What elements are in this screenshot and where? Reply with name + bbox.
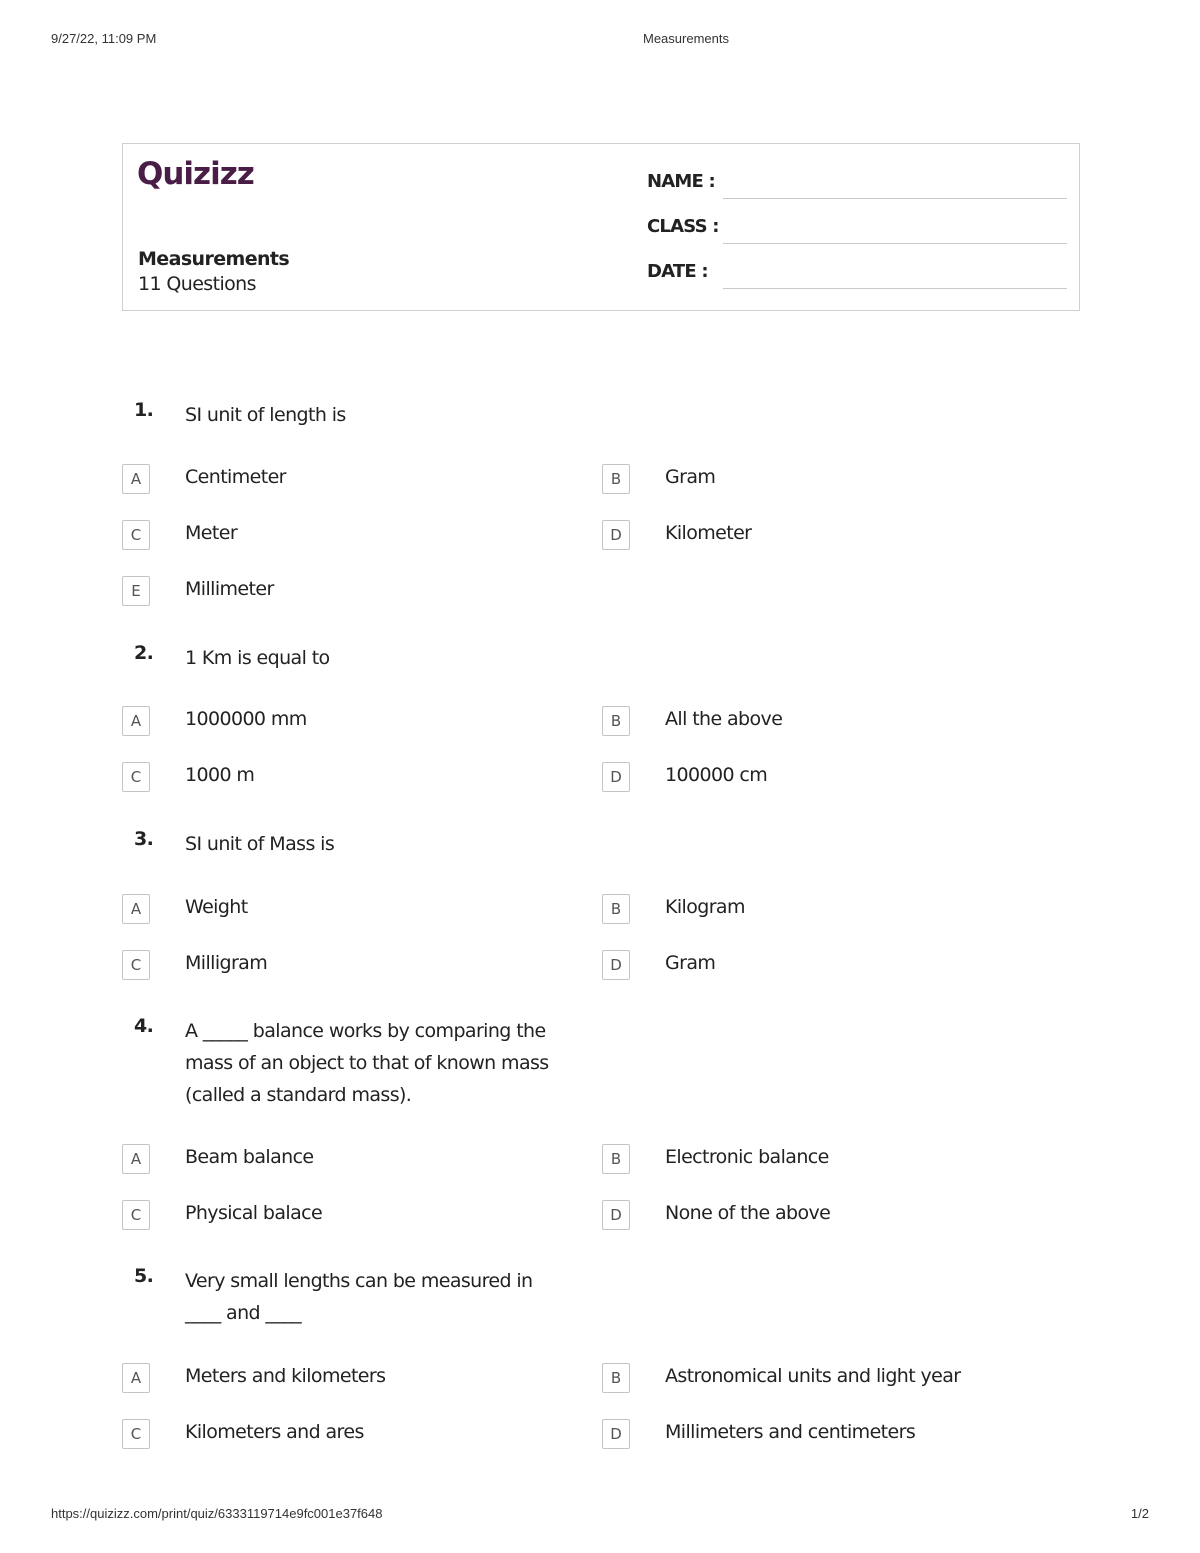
option-1b[interactable] — [602, 464, 1072, 496]
option-4d[interactable] — [602, 1200, 1072, 1232]
print-header — [0, 31, 1200, 51]
question-text: SI unit of Mass is — [185, 833, 335, 855]
option-letter-box: C — [122, 1200, 150, 1230]
option-3b[interactable] — [602, 894, 1072, 926]
option-text: Millimeters and centimeters — [665, 1421, 916, 1443]
name-label: NAME : — [647, 171, 715, 192]
option-letter-box: C — [122, 762, 150, 792]
option-text: 1000000 mm — [185, 708, 307, 730]
class-label: CLASS : — [647, 216, 719, 237]
option-text: Electronic balance — [665, 1146, 829, 1168]
option-4a[interactable] — [122, 1144, 592, 1176]
option-text: Kilogram — [665, 896, 745, 918]
question-text: 1 Km is equal to — [185, 647, 330, 669]
option-1d[interactable] — [602, 520, 1072, 552]
option-text: Beam balance — [185, 1146, 314, 1168]
option-text: Weight — [185, 896, 248, 918]
option-2b[interactable] — [602, 706, 1072, 738]
question-number: 1. — [134, 399, 154, 421]
option-text: Meter — [185, 522, 238, 544]
print-footer — [0, 1506, 1200, 1526]
option-text: None of the above — [665, 1202, 831, 1224]
option-letter-box: A — [122, 1363, 150, 1393]
option-letter-box: D — [602, 1200, 630, 1230]
option-text: Physical balace — [185, 1202, 323, 1224]
option-4c[interactable] — [122, 1200, 592, 1232]
quiz-title: Measurements — [138, 248, 290, 270]
option-text: Centimeter — [185, 466, 286, 488]
option-text: Millimeter — [185, 578, 274, 600]
option-2a[interactable] — [122, 706, 592, 738]
option-letter-box: B — [602, 894, 630, 924]
question-number: 4. — [134, 1015, 154, 1037]
option-5a[interactable] — [122, 1363, 592, 1395]
option-3c[interactable] — [122, 950, 592, 982]
option-1e[interactable] — [122, 576, 592, 608]
option-text: Gram — [665, 466, 716, 488]
option-3d[interactable] — [602, 950, 1072, 982]
option-text: Meters and kilometers — [185, 1365, 386, 1387]
option-letter-box: B — [602, 1363, 630, 1393]
page-number: 1/2 — [1130, 1506, 1149, 1521]
option-text: Astronomical units and light year — [665, 1365, 961, 1387]
option-letter-box: D — [602, 520, 630, 550]
quiz-info-box — [122, 143, 1080, 311]
option-5b[interactable] — [602, 1363, 1072, 1395]
option-letter-box: E — [122, 576, 150, 606]
class-line — [723, 243, 1067, 244]
option-4b[interactable] — [602, 1144, 1072, 1176]
option-letter-box: D — [602, 762, 630, 792]
option-letter-box: C — [122, 950, 150, 980]
question-text: A _____ balance works by comparing the mass of an object to that of known mass (called a standard mass). — [185, 1020, 549, 1106]
name-field — [647, 171, 1067, 199]
quizizz-logo: Quizizz — [137, 156, 254, 192]
print-url: https://quizizz.com/print/quiz/6333119714e9fc001e37f648 — [51, 1506, 383, 1521]
option-letter-box: A — [122, 706, 150, 736]
option-text: Milligram — [185, 952, 268, 974]
option-2d[interactable] — [602, 762, 1072, 794]
date-label: DATE : — [647, 261, 708, 282]
option-5d[interactable] — [602, 1419, 1072, 1451]
option-letter-box: B — [602, 1144, 630, 1174]
option-text: Kilometer — [665, 522, 752, 544]
option-letter-box: B — [602, 464, 630, 494]
print-title: Measurements — [643, 31, 729, 46]
print-datetime: 9/27/22, 11:09 PM — [51, 31, 157, 46]
question-text: Very small lengths can be measured in ____ and ____ — [185, 1270, 533, 1324]
option-text: Kilometers and ares — [185, 1421, 364, 1443]
option-letter-box: A — [122, 1144, 150, 1174]
option-text: 1000 m — [185, 764, 255, 786]
option-3a[interactable] — [122, 894, 592, 926]
option-letter-box: B — [602, 706, 630, 736]
question-number: 3. — [134, 828, 154, 850]
date-line — [723, 288, 1067, 289]
date-field — [647, 261, 1067, 289]
option-letter-box: D — [602, 1419, 630, 1449]
question-number: 2. — [134, 642, 154, 664]
option-1c[interactable] — [122, 520, 592, 552]
option-letter-box: C — [122, 1419, 150, 1449]
option-1a[interactable] — [122, 464, 592, 496]
option-text: Gram — [665, 952, 716, 974]
option-2c[interactable] — [122, 762, 592, 794]
option-text: 100000 cm — [665, 764, 768, 786]
option-letter-box: A — [122, 894, 150, 924]
option-text: All the above — [665, 708, 783, 730]
option-letter-box: C — [122, 520, 150, 550]
option-5c[interactable] — [122, 1419, 592, 1451]
option-letter-box: A — [122, 464, 150, 494]
class-field — [647, 216, 1067, 244]
question-number: 5. — [134, 1265, 154, 1287]
option-letter-box: D — [602, 950, 630, 980]
question-count: 11 Questions — [138, 273, 256, 295]
question-text: SI unit of length is — [185, 404, 346, 426]
name-line — [723, 198, 1067, 199]
